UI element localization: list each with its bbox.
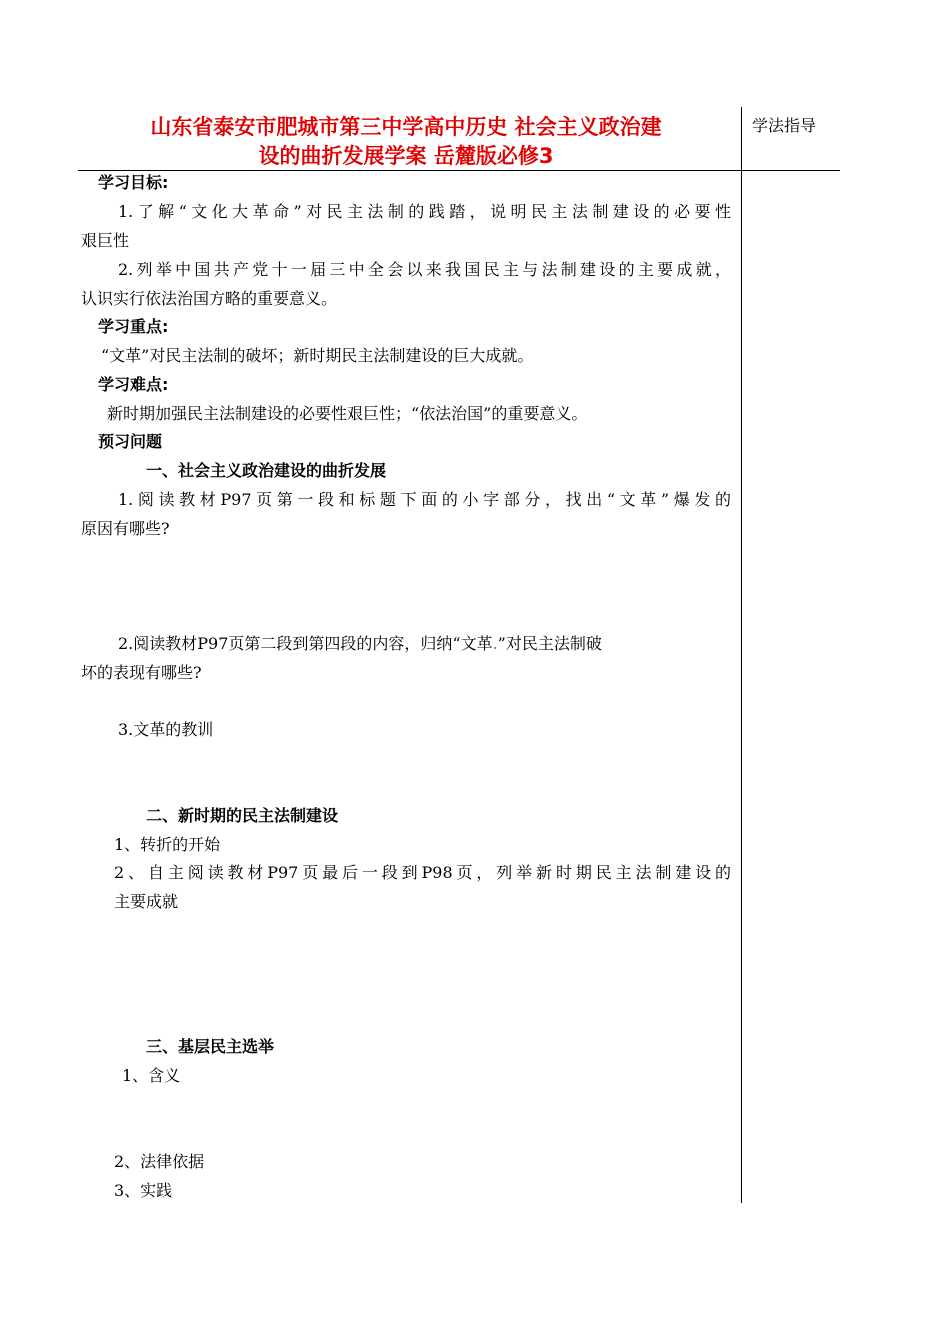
document-title — [78, 113, 734, 171]
section-3-heading: 三、基层民主选举 — [146, 1037, 275, 1056]
question-1-line-2: 原因有哪些? — [81, 519, 170, 538]
section-2-item-2-line-1: 2、自主阅读教材P97页最后一段到P98页，列举新时期民主法制建设的 — [114, 863, 731, 882]
objectives-label: 学习目标: — [98, 173, 169, 192]
difficulties-label: 学习难点: — [98, 375, 169, 394]
title-line-1: 山东省泰安市肥城市第三中学高中历史 社会主义政治建 — [150, 115, 662, 139]
question-2-text-b: ”对民主法制破 — [497, 634, 602, 653]
question-1-line-1: 1.阅读教材P97页第一段和标题下面的小字部分，找出“文革”爆发的 — [118, 490, 731, 509]
objective-1-line-2: 艰巨性 — [81, 231, 130, 250]
objective-2-line-2: 认识实行依法治国方略的重要意义。 — [81, 289, 338, 308]
key-points-label: 学习重点: — [98, 317, 169, 336]
question-2-dot: . — [492, 634, 498, 653]
section-2-item-1: 1、转折的开始 — [114, 835, 221, 854]
difficulties-text: 新时期加强民主法制建设的必要性艰巨性；“依法治国”的重要意义。 — [107, 404, 588, 423]
question-2-text-a: 2.阅读教材P97页第二段到第四段的内容，归纳“文革 — [118, 634, 493, 653]
section-3-item-2: 2、法律依据 — [114, 1152, 205, 1171]
title-line-2: 设的曲折发展学案 岳麓版必修3 — [258, 144, 554, 168]
section-2-item-2-line-2: 主要成就 — [114, 892, 179, 911]
preview-label: 预习问题 — [98, 432, 163, 451]
question-2-line-1 — [118, 633, 602, 655]
question-3: 3.文革的教训 — [118, 720, 214, 739]
section-3-item-1: 1、含义 — [122, 1066, 181, 1085]
objective-2-line-1: 2.列举中国共产党十一届三中全会以来我国民主与法制建设的主要成就， — [118, 260, 731, 279]
study-guide-header: 学法指导 — [752, 116, 817, 135]
section-3-item-3: 3、实践 — [114, 1181, 173, 1200]
column-divider — [741, 107, 742, 1203]
question-2-line-2: 坏的表现有哪些? — [81, 663, 202, 682]
key-points-text: “文革”对民主法制的破坏；新时期民主法制建设的巨大成就。 — [101, 346, 534, 365]
section-2-heading: 二、新时期的民主法制建设 — [146, 806, 339, 825]
section-1-heading: 一、社会主义政治建设的曲折发展 — [146, 461, 387, 480]
objective-1-line-1: 1.了解“文化大革命”对民主法制的践踏，说明民主法制建设的必要性 — [118, 202, 731, 221]
